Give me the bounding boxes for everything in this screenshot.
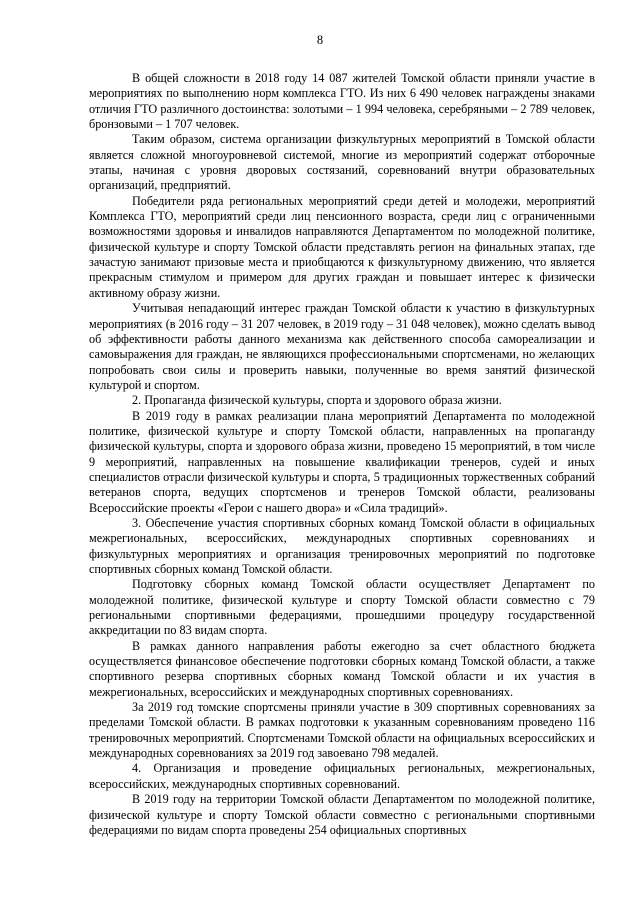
page-number: 8: [316, 33, 324, 47]
paragraph-interest: Учитывая непадающий интерес граждан Томской области к участию в физкультурных мероприятиях (в 2016 году – 31 207 человек, в 2019 году – 31 048 человек), можно сделать вывод об эффективности работы данного механизма как действенного способа самореализации и самовыражения для граждан, не являющихся профессиональными спортсменами, но желающих попробовать свои силы и проверить навыки, полученные во время занятий физической культурой и спортом.: [89, 301, 595, 392]
paragraph-results-2019: За 2019 год томские спортсмены приняли участие в 309 спортивных соревнованиях за пределами Томской области. В рамках подготовки к указанным соревнованиям проведено 116 тренировочных мероприятий. Спортсменами Томской области на официальных всероссийских и международных соревнованиях за 2019 год завоевано 798 медалей.: [89, 700, 595, 761]
paragraph-financing: В рамках данного направления работы ежегодно за счет областного бюджета осуществляется финансовое обеспечение подготовки сборных команд Томской области, а также спортивного резерва спортивных сборных команд Томской области и их участия в межрегиональных, всероссийских и международных спортивных соревнованиях.: [89, 638, 595, 699]
paragraph-propaganda-events: В 2019 году в рамках реализации плана мероприятий Департамента по молодежной политике, физической культуре и спорту Томской области, направленных на пропаганду физической культуры, спорта и здорового образа жизни, проведено 15 мероприятий, в том числе 9 мероприятий, направленных на повышение квалификации тренеров, судей и иных специалистов отрасли физической культуры и спорта, 5 традиционных торжественных собраний ветеранов спорта, ведущих спортсменов и тренеров Томской области, реализованы Всероссийские проекты «Герои с нашего двора» и «Сила традиций».: [89, 408, 595, 515]
paragraph-section-4-heading: 4. Организация и проведение официальных региональных, межрегиональных, всероссийских, международных спортивных соревнований.: [89, 761, 595, 791]
paragraph-gto-participation: В общей сложности в 2018 году 14 087 жителей Томской области приняли участие в мероприятиях по выполнению норм комплекса ГТО. Из них 6 490 человек награждены знаками отличия ГТО различного достоинства: золотыми – 1 994 человека, серебряными – 2 789 человек, бронзовыми – 1 707 человек.: [89, 71, 595, 132]
paragraph-section-3-heading: 3. Обеспечение участия спортивных сборных команд Томской области в официальных межрегиональных, всероссийских, международных спортивных соревнованиях и физкультурных мероприятиях и организация тренировочных мероприятий по подготовке спортивных сборных команд Томской области.: [89, 515, 595, 576]
paragraph-competitions-2019: В 2019 году на территории Томской области Департаментом по молодежной политике, физической культуре и спорту Томской области совместно с региональными спортивными федерациями по видам спорта проведены 254 официальных спортивных: [89, 792, 595, 837]
paragraph-winners: Победители ряда региональных мероприятий среди детей и молодежи, мероприятий Комплекса ГТО, мероприятий среди лиц пенсионного возраста, среди лиц с ограниченными возможностями здоровья и инвалидов направляются Департаментом по молодежной политике, физической культуре и спорту Томской области представлять регион на финальных этапах, где зачастую занимают призовые места и приобщаются к физкультурному движению, что является прекрасным стимулом и примером для других граждан и повышает интерес к физически активному образу жизни.: [89, 193, 595, 300]
paragraph-team-preparation: Подготовку сборных команд Томской области осуществляет Департамент по молодежной политике, физической культуре и спорту Томской области совместно с 79 региональными спортивными федерациями, прошедшими процедуру государственной аккредитации по 83 видам спорта.: [89, 577, 595, 638]
paragraph-section-2-heading: 2. Пропаганда физической культуры, спорта и здорового образа жизни.: [132, 393, 502, 408]
paragraph-system-summary: Таким образом, система организации физкультурных мероприятий в Томской области является сложной многоуровневой системой, многие из мероприятий содержат отборочные этапы, начиная с уровня дворовых состязаний, соревнований внутри образовательных организаций, предприятий.: [89, 132, 595, 193]
document-body: [89, 71, 595, 838]
